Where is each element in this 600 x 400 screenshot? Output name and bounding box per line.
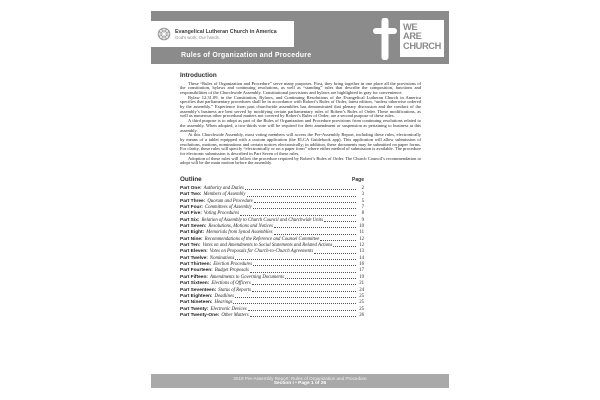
entry-label: Part Fifteen: <box>180 274 208 280</box>
intro-paragraph: These “Rules of Organization and Procedure” serve many purposes. First, they bring together in one place all the provisions of the constitution, bylaws and continuing resolutions, as well as “standing” rules that describe the composition, functions and responsibilities of the Churchwide Assembly. Constitutional provisions and bylaws are highlighted in gray for convenience. <box>180 80 421 95</box>
outline-entry <box>180 242 364 248</box>
outline-entry <box>180 223 364 229</box>
we-are-church-box <box>400 20 444 57</box>
intro-paragraphs <box>180 82 421 167</box>
entry-page-number: 3 <box>361 192 364 198</box>
entry-title: Hearings <box>214 300 233 306</box>
elca-rosette-icon <box>157 27 171 41</box>
dot-leader <box>252 291 356 292</box>
outline-entry <box>180 185 364 191</box>
entry-label: Part Fourteen: <box>180 268 213 274</box>
outline-entry <box>180 204 364 210</box>
dot-leader <box>253 265 356 266</box>
we-are-church-emblem <box>371 16 446 62</box>
footer-band <box>151 374 449 388</box>
entry-label: Part Twenty: <box>180 306 209 312</box>
entry-page-number: 5 <box>361 198 364 204</box>
entry-label: Part Seventeen: <box>180 287 217 293</box>
dot-leader <box>285 278 356 279</box>
entry-label: Part Eleven: <box>180 249 208 255</box>
entry-title: Budget Proposals <box>214 268 249 274</box>
entry-title: Election Procedures <box>213 262 253 268</box>
entry-label: Part Two: <box>180 192 202 198</box>
outline-entry <box>180 210 364 216</box>
entry-label: Part Eight: <box>180 230 205 236</box>
entry-title: Status of Reports <box>218 287 252 293</box>
outline-entry <box>180 229 364 235</box>
elca-logo <box>151 21 294 47</box>
entry-label: Part Six: <box>180 217 200 223</box>
org-name: Evangelical Lutheran Church in America <box>175 28 277 35</box>
outline-entry <box>180 267 364 273</box>
intro-paragraph: Bylaw 12.31.09. in the Constitution, Bylaws, and Continuing Resolutions of the Evangelical Lutheran Church in America specifies that parliamentary procedures shall be in accordance with Robert’s Rules of Order, latest edition, “unless otherwise ordered by the assembly.” Experience from past churchwide assemblies has demonstrated that plenary discussion and the conduct of the assembly’s business are best served by modifying certain parliamentary rules of Robert’s Rules of Order. These modifications, as well as numerous other procedural matters not covered by Robert’s Rules of Order, are a second purpose of these rules. <box>180 94 421 119</box>
dot-leader <box>248 310 356 311</box>
entry-page-number: 10 <box>359 224 364 230</box>
entry-title: Resolutions, Motions and Notices <box>208 224 273 230</box>
document-title: Rules of Organization and Procedure <box>181 52 312 59</box>
entry-title: Quorum and Procedure <box>207 198 253 204</box>
dot-leader <box>320 240 356 241</box>
intro-paragraph: Adoption of these rules will follow the procedure required by Robert’s Rules of Order. The Church Council’s recommendation to adopt will be the main motion before the assembly. <box>180 155 421 166</box>
entry-page-number: 19 <box>359 274 364 280</box>
dot-leader <box>252 284 356 285</box>
entry-title: Relation of Assembly to Church Council and Churchwide Units <box>201 217 324 223</box>
outline-entry <box>180 312 364 318</box>
dot-leader <box>333 246 356 247</box>
dot-leader <box>235 297 356 298</box>
emblem-word-we: WE <box>403 22 418 32</box>
outline-section <box>180 176 364 318</box>
outline-entry <box>180 286 364 292</box>
entry-page-number: 12 <box>359 243 364 249</box>
outline-entry <box>180 305 364 311</box>
entry-page-number: 17 <box>359 268 364 274</box>
entry-title: Deadlines <box>214 293 234 299</box>
entry-title: Elections of Officers <box>211 281 251 287</box>
outline-entry <box>180 299 364 305</box>
entry-page-number: 7 <box>361 205 364 211</box>
entry-page-number: 24 <box>359 287 364 293</box>
entry-page-number: 8 <box>361 211 364 217</box>
dot-leader <box>314 253 356 254</box>
footer-page-indicator: Section I • Page 1 of 26 <box>273 381 327 387</box>
entry-page-number: 16 <box>359 262 364 268</box>
dot-leader <box>233 303 356 304</box>
entry-label: Part Nine: <box>180 236 203 242</box>
entry-title: Committees of Assembly <box>204 205 252 211</box>
entry-page-number: 26 <box>359 312 364 318</box>
outline-entry <box>180 235 364 241</box>
footer-report-title: 2019 Pre-Assembly Report: Rules of Organization and Procedure <box>233 376 367 382</box>
entry-label: Part Three: <box>180 198 206 204</box>
dot-leader <box>240 215 356 216</box>
org-tagline: God's work. Our hands. <box>175 34 221 40</box>
entry-page-number: 25 <box>359 300 364 306</box>
dot-leader <box>245 189 356 190</box>
page-column-label: Page <box>352 177 364 184</box>
outline-entry <box>180 191 364 197</box>
outline-heading: Outline <box>180 176 202 184</box>
entry-title: Members of Assembly <box>203 192 246 198</box>
entry-page-number: 9 <box>361 217 364 223</box>
entry-page-number: 25 <box>359 306 364 312</box>
dot-leader <box>254 202 356 203</box>
entry-title: Votes on and Amendments to Social Statements and Related Actions <box>202 243 333 249</box>
entry-title: Votes on Proposals for Church-to-Church Agreements <box>209 249 314 255</box>
emblem-word-church: CHURCH <box>403 40 441 51</box>
entry-page-number: 13 <box>359 249 364 255</box>
outline-entry <box>180 280 364 286</box>
entry-title: Authority and Duties <box>203 186 244 191</box>
header-band <box>151 11 449 64</box>
outline-entry <box>180 248 364 254</box>
outline-entry <box>180 197 364 203</box>
entry-label: Part Seven: <box>180 224 207 230</box>
entry-label: Part Thirteen: <box>180 262 212 268</box>
dot-leader <box>235 259 356 260</box>
outline-entry <box>180 273 364 279</box>
dot-leader <box>247 196 356 197</box>
outline-entry <box>180 254 364 260</box>
document-page <box>150 8 450 392</box>
entry-title: Nominations <box>209 255 235 261</box>
entry-page-number: 11 <box>359 230 364 236</box>
entry-page-number: 14 <box>359 255 364 261</box>
entry-page-number: 12 <box>359 236 364 242</box>
intro-paragraph: At this Churchwide Assembly, most voting members will access the Pre-Assembly Report, including these rules, electronically by means of a tablet equipped with a custom application (the ELCA Guidebook app). This application will allow submission of resolutions, motions, nominations and certain notices electronically; in addition, these documents may be submitted on paper forms. For clarity, these rules will specify “electronically or on a paper form” where either method of submission is available. The procedure for electronic submission is described in Part Seven of these rules. <box>180 132 421 157</box>
intro-paragraph: A third purpose is to adopt as part of the Rules of Organization and Procedure provisions from continuing resolutions related to the assembly. When adopted, a two-thirds vote will be required for their amendment or suspension as pertaining to business at this assembly. <box>180 118 421 133</box>
outline-entry <box>180 261 364 267</box>
outline-entry <box>180 293 364 299</box>
page-content <box>180 72 421 318</box>
emblem-word-are: ARE <box>403 31 422 42</box>
dot-leader <box>250 272 356 273</box>
intro-heading: Introduction <box>180 72 217 79</box>
entry-label: Part Four: <box>180 205 203 211</box>
entry-page-number: 2 <box>361 186 364 191</box>
entry-label: Part Ten: <box>180 243 201 249</box>
cross-icon <box>373 18 397 60</box>
entry-title: Recommendations of the Reference and Counsel Committee <box>204 236 320 242</box>
entry-label: Part Nineteen: <box>180 300 213 306</box>
entry-page-number: 25 <box>359 293 364 299</box>
entry-title: Other Matters <box>221 312 249 318</box>
entry-title: Voting Procedures <box>203 211 240 217</box>
entry-label: Part Sixteen: <box>180 281 210 287</box>
outline-header <box>180 176 364 183</box>
entry-label: Part Twelve: <box>180 255 208 261</box>
outline-entries <box>180 185 364 318</box>
dot-leader <box>324 221 356 222</box>
dot-leader <box>253 208 356 209</box>
entry-label: Part One: <box>180 186 202 191</box>
entry-title: Memorials from Synod Assemblies <box>206 230 273 236</box>
dot-leader <box>274 234 357 235</box>
dot-leader <box>250 316 356 317</box>
entry-title: Amendments to Governing Documents <box>210 274 284 280</box>
entry-label: Part Twenty-One: <box>180 312 220 318</box>
dot-leader <box>274 227 356 228</box>
entry-label: Part Five: <box>180 211 202 217</box>
entry-page-number: 21 <box>359 281 364 287</box>
outline-entry <box>180 216 364 222</box>
entry-label: Part Eighteen: <box>180 293 213 299</box>
entry-title: Electronic Devices <box>210 306 247 312</box>
